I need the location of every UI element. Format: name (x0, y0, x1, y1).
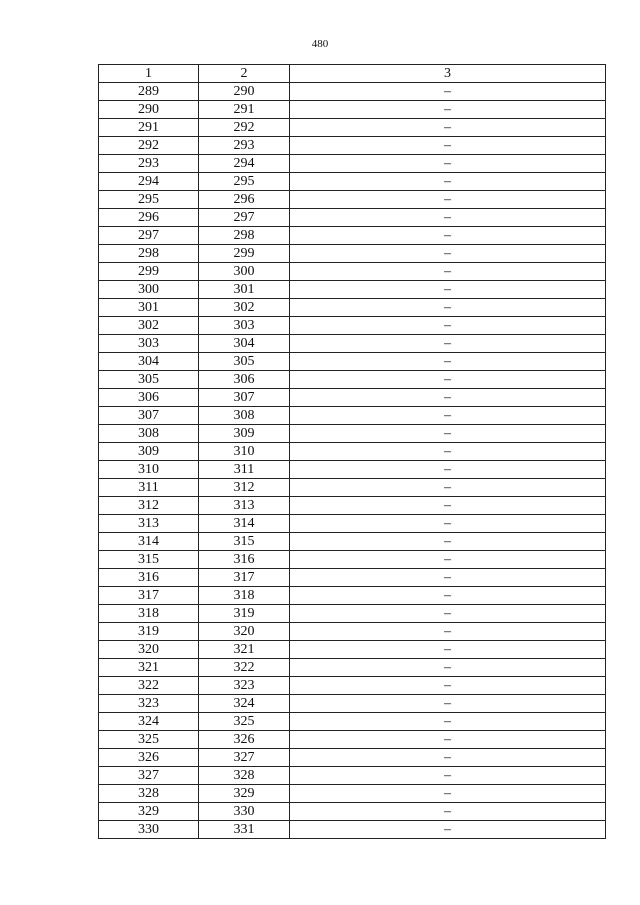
table-cell-col-2: 295 (199, 173, 290, 191)
table-row (99, 353, 606, 371)
table-cell-col-1: 320 (99, 641, 199, 659)
table-cell-col-2: 321 (199, 641, 290, 659)
table-cell-col-2: 323 (199, 677, 290, 695)
table-cell-col-3: – (290, 173, 606, 191)
table-cell-col-2: 305 (199, 353, 290, 371)
table-cell-col-1: 312 (99, 497, 199, 515)
table-row (99, 209, 606, 227)
table-cell-col-3: – (290, 317, 606, 335)
data-table (98, 64, 606, 839)
table-cell-col-3: – (290, 101, 606, 119)
table-row (99, 731, 606, 749)
table-cell-col-3: – (290, 641, 606, 659)
table-cell-col-1: 291 (99, 119, 199, 137)
table-row (99, 641, 606, 659)
table-cell-col-1: 300 (99, 281, 199, 299)
table-cell-col-1: 330 (99, 821, 199, 839)
table-cell-col-1: 301 (99, 299, 199, 317)
table-row (99, 335, 606, 353)
table-cell-col-1: 310 (99, 461, 199, 479)
table-row (99, 623, 606, 641)
table-cell-col-2: 320 (199, 623, 290, 641)
table-cell-col-1: 289 (99, 83, 199, 101)
table-cell-col-2: 328 (199, 767, 290, 785)
table-cell-col-2: 310 (199, 443, 290, 461)
table-cell-col-3: – (290, 479, 606, 497)
table-cell-col-1: 308 (99, 425, 199, 443)
table-cell-col-1: 327 (99, 767, 199, 785)
table-row (99, 371, 606, 389)
table-row (99, 155, 606, 173)
table-cell-col-3: – (290, 335, 606, 353)
table-cell-col-3: – (290, 713, 606, 731)
table-cell-col-2: 301 (199, 281, 290, 299)
table-row (99, 281, 606, 299)
table-cell-col-2: 302 (199, 299, 290, 317)
table-row (99, 263, 606, 281)
table-cell-col-3: – (290, 155, 606, 173)
table-cell-col-3: – (290, 515, 606, 533)
table-cell-col-1: 294 (99, 173, 199, 191)
table-cell-col-1: 306 (99, 389, 199, 407)
table-row (99, 605, 606, 623)
column-header-3: 3 (290, 65, 606, 83)
table-cell-col-2: 312 (199, 479, 290, 497)
table-cell-col-1: 321 (99, 659, 199, 677)
table-cell-col-1: 295 (99, 191, 199, 209)
table-cell-col-1: 318 (99, 605, 199, 623)
table-cell-col-1: 315 (99, 551, 199, 569)
table-row (99, 785, 606, 803)
table-cell-col-2: 306 (199, 371, 290, 389)
table-cell-col-2: 327 (199, 749, 290, 767)
table-cell-col-3: – (290, 821, 606, 839)
table-row (99, 137, 606, 155)
table-cell-col-3: – (290, 605, 606, 623)
table-cell-col-3: – (290, 731, 606, 749)
table-cell-col-1: 313 (99, 515, 199, 533)
table-cell-col-3: – (290, 569, 606, 587)
table-cell-col-1: 328 (99, 785, 199, 803)
table-cell-col-1: 293 (99, 155, 199, 173)
page-number: 480 (311, 38, 329, 50)
table-row (99, 677, 606, 695)
table-row (99, 443, 606, 461)
table-cell-col-1: 324 (99, 713, 199, 731)
table-cell-col-3: – (290, 461, 606, 479)
table-cell-col-1: 297 (99, 227, 199, 245)
table-cell-col-1: 317 (99, 587, 199, 605)
table-row (99, 119, 606, 137)
table-cell-col-3: – (290, 749, 606, 767)
table-row (99, 713, 606, 731)
table-cell-col-3: – (290, 371, 606, 389)
table-cell-col-1: 292 (99, 137, 199, 155)
table-cell-col-1: 319 (99, 623, 199, 641)
table-cell-col-2: 309 (199, 425, 290, 443)
table-cell-col-2: 317 (199, 569, 290, 587)
table-cell-col-1: 296 (99, 209, 199, 227)
table-cell-col-2: 308 (199, 407, 290, 425)
table-cell-col-2: 304 (199, 335, 290, 353)
table-cell-col-2: 326 (199, 731, 290, 749)
table-row (99, 407, 606, 425)
table-cell-col-1: 304 (99, 353, 199, 371)
table-cell-col-1: 326 (99, 749, 199, 767)
table-body (99, 83, 606, 839)
table-cell-col-2: 316 (199, 551, 290, 569)
table-cell-col-3: – (290, 119, 606, 137)
table-row (99, 317, 606, 335)
table-row (99, 227, 606, 245)
table-row (99, 749, 606, 767)
table-row (99, 515, 606, 533)
table-cell-col-2: 291 (199, 101, 290, 119)
table-cell-col-3: – (290, 281, 606, 299)
table-cell-col-3: – (290, 533, 606, 551)
column-header-2: 2 (199, 65, 290, 83)
table-cell-col-3: – (290, 191, 606, 209)
table-cell-col-2: 300 (199, 263, 290, 281)
table-cell-col-2: 329 (199, 785, 290, 803)
table-cell-col-1: 303 (99, 335, 199, 353)
table-row (99, 569, 606, 587)
table-cell-col-2: 315 (199, 533, 290, 551)
table-row (99, 587, 606, 605)
table-cell-col-2: 294 (199, 155, 290, 173)
table-cell-col-2: 293 (199, 137, 290, 155)
table-cell-col-3: – (290, 245, 606, 263)
table-cell-col-3: – (290, 677, 606, 695)
table-row (99, 101, 606, 119)
table-row (99, 479, 606, 497)
table-row (99, 299, 606, 317)
table-cell-col-2: 325 (199, 713, 290, 731)
table-cell-col-3: – (290, 551, 606, 569)
table-cell-col-3: – (290, 623, 606, 641)
table-row (99, 767, 606, 785)
table-cell-col-1: 322 (99, 677, 199, 695)
table-cell-col-1: 316 (99, 569, 199, 587)
table-cell-col-2: 313 (199, 497, 290, 515)
table-cell-col-3: – (290, 425, 606, 443)
table-cell-col-2: 303 (199, 317, 290, 335)
table-cell-col-2: 297 (199, 209, 290, 227)
table-cell-col-3: – (290, 695, 606, 713)
table-row (99, 191, 606, 209)
table-cell-col-1: 329 (99, 803, 199, 821)
table-cell-col-3: – (290, 209, 606, 227)
table-row (99, 497, 606, 515)
table-cell-col-1: 314 (99, 533, 199, 551)
table-cell-col-2: 311 (199, 461, 290, 479)
table-cell-col-2: 319 (199, 605, 290, 623)
table-cell-col-2: 292 (199, 119, 290, 137)
table-cell-col-3: – (290, 353, 606, 371)
table-cell-col-3: – (290, 767, 606, 785)
table-cell-col-2: 330 (199, 803, 290, 821)
table-cell-col-3: – (290, 443, 606, 461)
table-row (99, 245, 606, 263)
table-row (99, 803, 606, 821)
table-cell-col-3: – (290, 497, 606, 515)
table-cell-col-1: 290 (99, 101, 199, 119)
table-cell-col-3: – (290, 263, 606, 281)
table-cell-col-2: 324 (199, 695, 290, 713)
table-cell-col-3: – (290, 389, 606, 407)
column-header-1: 1 (99, 65, 199, 83)
table-cell-col-2: 296 (199, 191, 290, 209)
table-row (99, 389, 606, 407)
table-cell-col-2: 331 (199, 821, 290, 839)
table-row (99, 533, 606, 551)
table-cell-col-1: 323 (99, 695, 199, 713)
table-cell-col-2: 314 (199, 515, 290, 533)
table-cell-col-2: 307 (199, 389, 290, 407)
table-cell-col-1: 311 (99, 479, 199, 497)
table-cell-col-3: – (290, 299, 606, 317)
table-cell-col-1: 298 (99, 245, 199, 263)
table-cell-col-2: 299 (199, 245, 290, 263)
table-cell-col-3: – (290, 137, 606, 155)
table-row (99, 173, 606, 191)
table-cell-col-1: 309 (99, 443, 199, 461)
table-cell-col-1: 302 (99, 317, 199, 335)
table-row (99, 695, 606, 713)
table-cell-col-1: 325 (99, 731, 199, 749)
table-cell-col-2: 298 (199, 227, 290, 245)
table-row (99, 821, 606, 839)
table-cell-col-1: 307 (99, 407, 199, 425)
table-cell-col-1: 299 (99, 263, 199, 281)
table-cell-col-3: – (290, 227, 606, 245)
table-row (99, 83, 606, 101)
table-cell-col-2: 322 (199, 659, 290, 677)
table-row (99, 425, 606, 443)
table-cell-col-3: – (290, 407, 606, 425)
table-cell-col-1: 305 (99, 371, 199, 389)
table-cell-col-3: – (290, 785, 606, 803)
table-row (99, 659, 606, 677)
table-row (99, 461, 606, 479)
table-cell-col-3: – (290, 587, 606, 605)
table-cell-col-3: – (290, 659, 606, 677)
table-cell-col-3: – (290, 83, 606, 101)
table-cell-col-3: – (290, 803, 606, 821)
table-row (99, 551, 606, 569)
table-header-row (99, 65, 606, 83)
table-cell-col-2: 290 (199, 83, 290, 101)
table-cell-col-2: 318 (199, 587, 290, 605)
